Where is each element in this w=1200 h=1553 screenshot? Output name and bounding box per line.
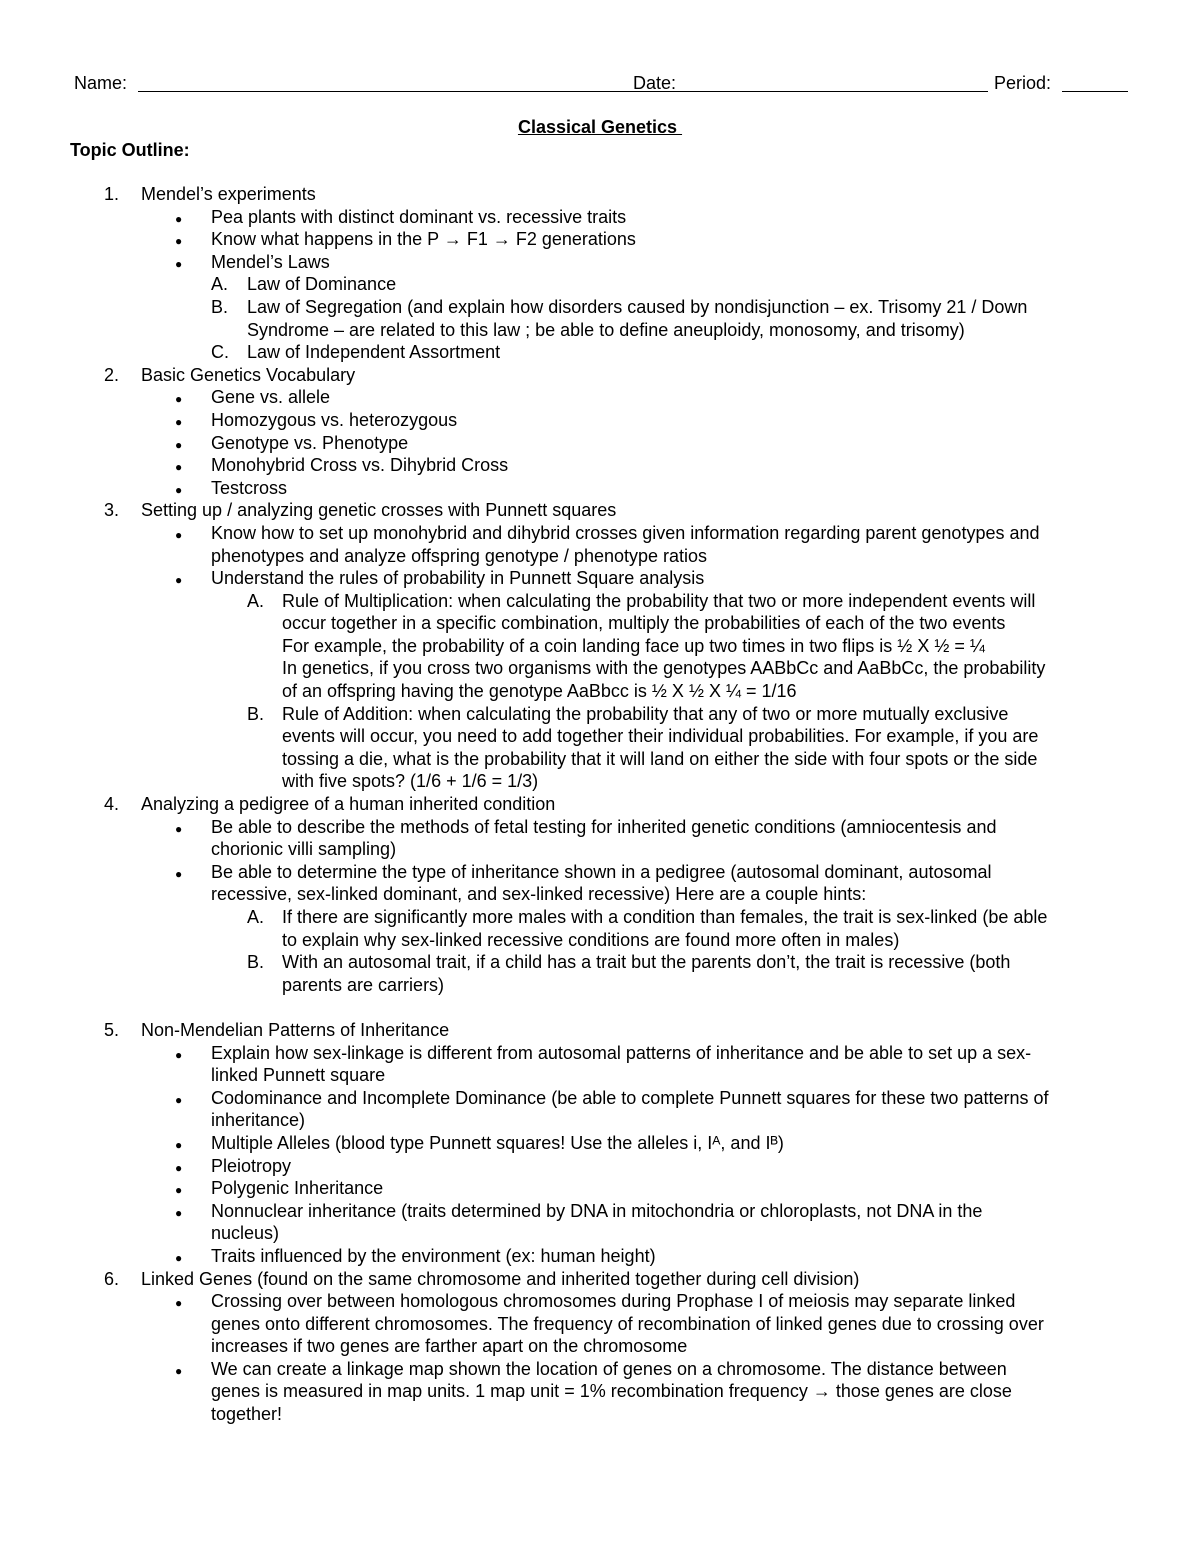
outline-text: Traits influenced by the environment (ex: human height) xyxy=(211,1245,656,1266)
outline-text: of an offspring having the genotype AaBbcc is ½ X ½ X ¼ = 1/16 xyxy=(282,681,797,702)
outline-text: genes onto different chromosomes. The frequency of recombination of linked genes due to crossing over xyxy=(211,1313,1044,1334)
outline-continuation-line xyxy=(0,1064,1200,1087)
outline-text: Homozygous vs. heterozygous xyxy=(211,409,458,430)
outline-text: Genotype vs. Phenotype xyxy=(211,432,409,453)
outline-continuation-line xyxy=(0,1380,1200,1403)
topic-outline-list xyxy=(0,183,1200,1426)
outline-blank-line xyxy=(0,996,1200,1019)
outline-text: Codominance and Incomplete Dominance (be able to complete Punnett squares for these two patterns of xyxy=(211,1087,1049,1108)
outline-text: Know what happens in the P → F1 → F2 generations xyxy=(211,229,636,250)
outline-bullet-item xyxy=(0,1358,1200,1381)
outline-bullet-item xyxy=(0,1155,1200,1178)
outline-continuation-line xyxy=(0,725,1200,748)
outline-continuation-line xyxy=(0,974,1200,997)
outline-bullet-item xyxy=(0,409,1200,432)
outline-bullet-item xyxy=(0,1290,1200,1313)
outline-continuation-line xyxy=(0,770,1200,793)
list-marker: 5. xyxy=(104,1019,120,1040)
bullet-icon: ● xyxy=(175,1250,183,1265)
bullet-icon: ● xyxy=(175,256,183,271)
bullet-icon: ● xyxy=(175,482,183,497)
outline-continuation-line xyxy=(0,1109,1200,1132)
outline-text: occur together in a specific combination, multiply the probabilities of each of the two events xyxy=(282,613,1006,634)
outline-text: inheritance) xyxy=(211,1110,306,1131)
outline-text: Understand the rules of probability in Punnett Square analysis xyxy=(211,568,705,589)
outline-text: tossing a die, what is the probability that it will land on either the side with four spots or the side xyxy=(282,748,1038,769)
bullet-icon: ● xyxy=(175,414,183,429)
outline-text: phenotypes and analyze offspring genotype / phenotype ratios xyxy=(211,545,708,566)
period-blank-line[interactable] xyxy=(1062,91,1128,92)
outline-text: genes is measured in map units. 1 map unit = 1% recombination frequency → those genes are close xyxy=(211,1381,1012,1402)
outline-bullet-item xyxy=(0,861,1200,884)
outline-continuation-line xyxy=(0,635,1200,658)
outline-continuation-line xyxy=(0,1313,1200,1336)
outline-text: We can create a linkage map shown the location of genes on a chromosome. The distance between xyxy=(211,1358,1007,1379)
outline-section xyxy=(0,364,1200,387)
outline-text: linked Punnett square xyxy=(211,1065,386,1086)
outline-text: parents are carriers) xyxy=(282,974,445,995)
outline-text: Law of Dominance xyxy=(247,274,397,295)
bullet-icon: ● xyxy=(175,1363,183,1378)
outline-bullet-item xyxy=(0,1177,1200,1200)
outline-text: Nonnuclear inheritance (traits determined by DNA in mitochondria or chloroplasts, not DNA in the xyxy=(211,1200,983,1221)
outline-text: Monohybrid Cross vs. Dihybrid Cross xyxy=(211,455,509,476)
outline-text: Rule of Multiplication: when calculating the probability that two or more independent events will xyxy=(282,590,1036,611)
outline-section xyxy=(0,499,1200,522)
outline-bullet-item xyxy=(0,251,1200,274)
outline-text: Rule of Addition: when calculating the probability that any of two or more mutually exclusive xyxy=(282,703,1009,724)
outline-text: Mendel’s Laws xyxy=(211,251,330,272)
outline-continuation-line xyxy=(0,748,1200,771)
topic-outline-heading: Topic Outline: xyxy=(70,140,190,160)
list-marker: 6. xyxy=(104,1268,120,1289)
outline-bullet-item xyxy=(0,1087,1200,1110)
outline-continuation-line xyxy=(0,883,1200,906)
bullet-icon: ● xyxy=(175,392,183,407)
list-marker: A. xyxy=(247,907,265,927)
outline-bullet-item xyxy=(0,477,1200,500)
outline-text: with five spots? (1/6 + 1/6 = 1/3) xyxy=(282,771,539,792)
list-marker: B. xyxy=(247,952,265,973)
outline-section xyxy=(0,793,1200,816)
outline-lettered-item xyxy=(0,703,1200,726)
bullet-icon: ● xyxy=(175,1047,183,1062)
period-label: Period: xyxy=(994,73,1052,93)
outline-text: In genetics, if you cross two organisms with the genotypes AABbCc and AaBbCc, the probability xyxy=(282,658,1046,679)
bullet-icon: ● xyxy=(175,234,183,249)
outline-text: Basic Genetics Vocabulary xyxy=(141,364,356,385)
outline-text: Non-Mendelian Patterns of Inheritance xyxy=(141,1019,450,1040)
bullet-icon: ● xyxy=(175,527,183,542)
list-marker: 4. xyxy=(104,794,120,815)
bullet-icon: ● xyxy=(175,821,183,836)
name-label: Name: xyxy=(74,73,128,93)
bullet-icon: ● xyxy=(175,1296,183,1311)
outline-lettered-item xyxy=(0,341,1200,364)
list-marker: A. xyxy=(247,590,265,611)
bullet-icon: ● xyxy=(175,1183,183,1198)
bullet-icon: ● xyxy=(175,211,183,226)
outline-text: Linked Genes (found on the same chromosome and inherited together during cell division) xyxy=(141,1268,860,1289)
outline-continuation-line xyxy=(0,838,1200,861)
outline-text: Mendel’s experiments xyxy=(141,184,316,204)
outline-text: Setting up / analyzing genetic crosses with Punnett squares xyxy=(141,500,617,521)
outline-text: recessive, sex-linked dominant, and sex-linked recessive) Here are a couple hints: xyxy=(211,884,867,905)
outline-text: Pea plants with distinct dominant vs. recessive traits xyxy=(211,206,627,227)
outline-text: Pleiotropy xyxy=(211,1155,292,1176)
outline-text: Polygenic Inheritance xyxy=(211,1178,384,1199)
outline-bullet-item xyxy=(0,432,1200,455)
outline-bullet-item xyxy=(0,206,1200,229)
student-info-header xyxy=(74,70,1130,96)
outline-bullet-item xyxy=(0,1200,1200,1223)
outline-text: With an autosomal trait, if a child has a trait but the parents don’t, the trait is recessive (both xyxy=(282,952,1011,973)
outline-bullet-item xyxy=(0,816,1200,839)
outline-lettered-item xyxy=(0,296,1200,319)
outline-bullet-item xyxy=(0,1132,1200,1155)
bullet-icon: ● xyxy=(175,1137,183,1152)
outline-bullet-item xyxy=(0,1245,1200,1268)
outline-continuation-line xyxy=(0,319,1200,342)
outline-text: For example, the probability of a coin landing face up two times in two flips is ½ X ½ = ¼ xyxy=(282,635,985,656)
bullet-icon: ● xyxy=(175,1092,183,1107)
list-marker: 2. xyxy=(104,364,120,385)
outline-lettered-item xyxy=(0,951,1200,974)
outline-text: to explain why sex-linked recessive conditions are found more often in males) xyxy=(282,929,900,950)
outline-text: Law of Independent Assortment xyxy=(247,342,501,363)
outline-continuation-line xyxy=(0,612,1200,635)
outline-bullet-item xyxy=(0,386,1200,409)
list-marker: 3. xyxy=(104,500,120,521)
outline-continuation-line xyxy=(0,1335,1200,1358)
outline-text: Multiple Alleles (blood type Punnett squares! Use the alleles i, Iᴬ, and Iᴮ) xyxy=(211,1132,784,1153)
outline-text: Explain how sex-linkage is different from autosomal patterns of inheritance and be able to set up a sex- xyxy=(211,1042,1032,1063)
bullet-icon: ● xyxy=(175,866,183,881)
outline-bullet-item xyxy=(0,522,1200,545)
outline-text: Be able to describe the methods of fetal testing for inherited genetic conditions (amniocentesis and xyxy=(211,816,997,837)
bullet-icon: ● xyxy=(175,460,183,475)
outline-bullet-item xyxy=(0,454,1200,477)
outline-text: Syndrome – are related to this law ; be able to define aneuploidy, monosomy, and trisomy) xyxy=(247,319,965,340)
bullet-icon: ● xyxy=(175,573,183,588)
outline-section xyxy=(0,183,1200,206)
page-title: Classical Genetics xyxy=(517,117,683,137)
outline-text: Law of Segregation (and explain how disorders caused by nondisjunction – ex. Trisomy 21 / Down xyxy=(247,296,1028,317)
outline-continuation-line xyxy=(0,545,1200,568)
outline-text: nucleus) xyxy=(211,1223,280,1244)
outline-text: Testcross xyxy=(211,477,288,498)
bullet-icon: ● xyxy=(175,1160,183,1175)
outline-text: Gene vs. allele xyxy=(211,387,331,408)
list-marker: A. xyxy=(211,274,229,295)
outline-continuation-line xyxy=(0,680,1200,703)
outline-continuation-line xyxy=(0,929,1200,952)
bullet-icon: ● xyxy=(175,437,183,452)
outline-bullet-item xyxy=(0,228,1200,251)
outline-text: Crossing over between homologous chromosomes during Prophase I of meiosis may separate linked xyxy=(211,1291,1016,1312)
outline-section xyxy=(0,1268,1200,1291)
outline-continuation-line xyxy=(0,1222,1200,1245)
outline-text: Be able to determine the type of inheritance shown in a pedigree (autosomal dominant, autosomal xyxy=(211,861,992,882)
outline-text: chorionic villi sampling) xyxy=(211,839,397,860)
outline-lettered-item xyxy=(0,273,1200,296)
list-marker: C. xyxy=(211,342,229,363)
outline-continuation-line xyxy=(0,657,1200,680)
date-blank-line[interactable] xyxy=(685,91,988,92)
outline-text: Analyzing a pedigree of a human inherited condition xyxy=(141,794,556,815)
outline-continuation-line xyxy=(0,1403,1200,1426)
outline-bullet-item xyxy=(0,1042,1200,1065)
outline-text: increases if two genes are farther apart on the chromosome xyxy=(211,1336,688,1357)
outline-text: If there are significantly more males with a condition than females, the trait is sex-linked (be able xyxy=(282,907,1048,927)
outline-lettered-item xyxy=(0,590,1200,613)
outline-text: together! xyxy=(211,1404,283,1425)
list-marker: B. xyxy=(211,296,229,317)
outline-section xyxy=(0,1019,1200,1042)
date-label: Date: xyxy=(633,73,677,93)
outline-text: events will occur, you need to add together their individual probabilities. For example, if you are xyxy=(282,726,1039,747)
list-marker: 1. xyxy=(104,184,120,204)
outline-bullet-item xyxy=(0,567,1200,590)
bullet-icon: ● xyxy=(175,1205,183,1220)
outline-lettered-item xyxy=(0,906,1200,929)
list-marker: B. xyxy=(247,703,265,724)
name-blank-line[interactable] xyxy=(138,91,700,92)
outline-text: Know how to set up monohybrid and dihybrid crosses given information regarding parent genotypes and xyxy=(211,522,1040,543)
